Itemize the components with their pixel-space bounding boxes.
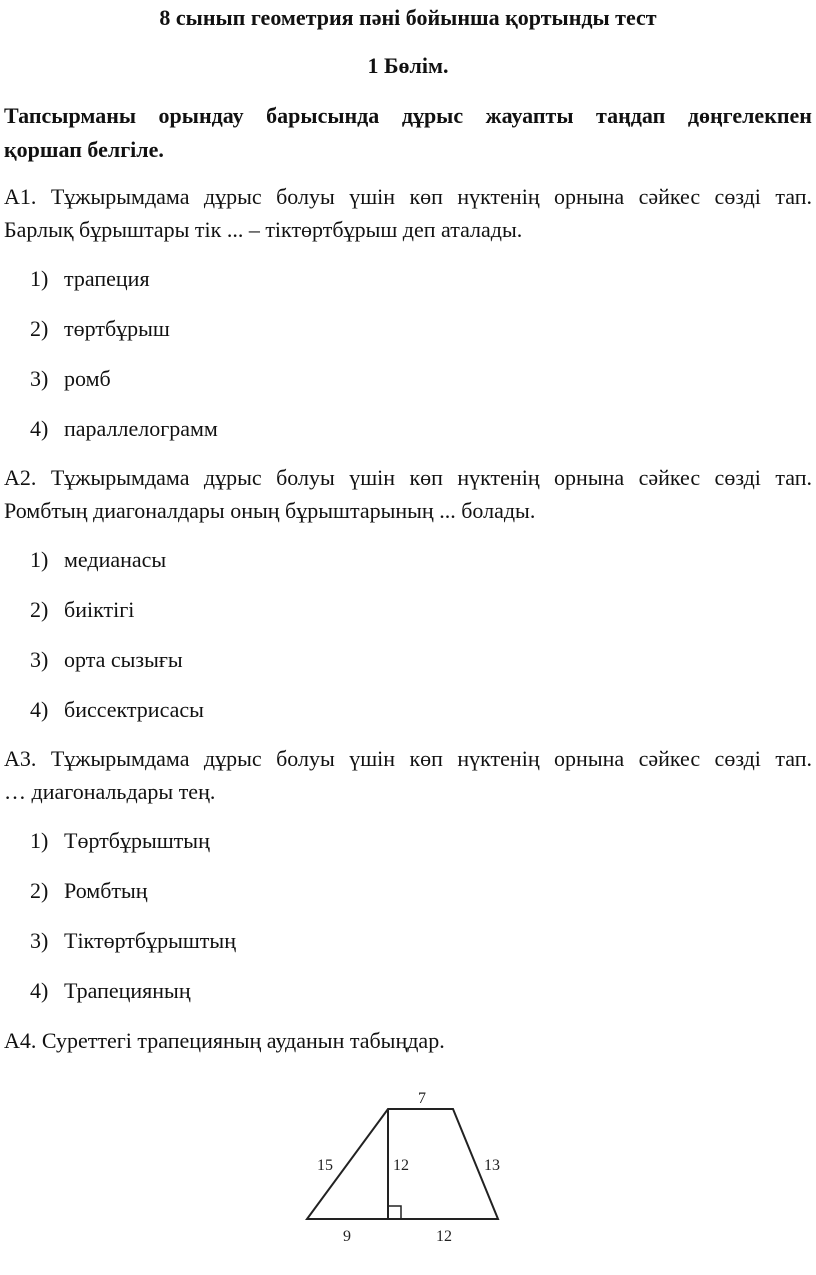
label-right-side: 13	[484, 1157, 500, 1174]
label-height: 12	[393, 1157, 409, 1174]
label-top-base: 7	[418, 1090, 426, 1107]
option-text: орта сызығы	[64, 647, 183, 672]
label-left-side: 15	[317, 1157, 333, 1174]
question-a3-option-4[interactable]	[30, 978, 191, 1004]
option-number: 1)	[30, 547, 49, 572]
option-text: биіктігі	[64, 597, 135, 622]
option-number: 3)	[30, 366, 49, 391]
option-text: ромб	[64, 366, 111, 391]
option-text: параллелограмм	[64, 416, 218, 441]
question-a1-line-2: Барлық бұрыштары тік ... – тіктөртбұрыш деп аталады.	[4, 217, 523, 242]
option-text: төртбұрыш	[64, 316, 170, 341]
question-a2-option-4[interactable]	[30, 697, 204, 723]
option-number: 4)	[30, 416, 49, 441]
question-a3-option-2[interactable]	[30, 878, 148, 904]
option-number: 4)	[30, 697, 49, 722]
option-text: трапеция	[64, 266, 150, 291]
instruction-line-2: қоршап белгіле.	[4, 137, 164, 162]
right-angle-mark	[388, 1206, 401, 1219]
option-text: биссектрисасы	[64, 697, 204, 722]
option-number: 1)	[30, 266, 49, 291]
option-number: 1)	[30, 828, 49, 853]
question-a2-line-1: А2. Тұжырымдама дұрыс болуы үшін көп нүктенің орнына сәйкес сөзді тап.	[4, 465, 812, 490]
question-a3-option-1[interactable]	[30, 828, 210, 854]
option-number: 2)	[30, 878, 49, 903]
option-text: Төртбұрыштың	[64, 828, 210, 853]
question-a1-option-1[interactable]	[30, 266, 150, 292]
question-a4-line-1: А4. Суреттегі трапецияның ауданын табыңдар.	[4, 1028, 445, 1053]
option-text: Трапецияның	[64, 978, 191, 1003]
question-a2-option-1[interactable]	[30, 547, 166, 573]
option-text: Ромбтың	[64, 878, 148, 903]
option-number: 2)	[30, 316, 49, 341]
trapezoid-figure	[290, 1080, 520, 1250]
option-number: 3)	[30, 647, 49, 672]
question-a2-option-2[interactable]	[30, 597, 134, 623]
question-a3-line-2: … диагональдары тең.	[4, 779, 216, 804]
option-text: Тіктөртбұрыштың	[64, 928, 236, 953]
question-a3-line-1: А3. Тұжырымдама дұрыс болуы үшін көп нүктенің орнына сәйкес сөзді тап.	[4, 746, 812, 771]
question-a2-line-2: Ромбтың диагоналдары оның бұрыштарының ... болады.	[4, 498, 536, 523]
section-heading: 1 Бөлім.	[367, 53, 449, 78]
question-a2-option-3[interactable]	[30, 647, 183, 673]
option-number: 2)	[30, 597, 49, 622]
label-bottom-left: 9	[343, 1228, 351, 1245]
option-number: 3)	[30, 928, 49, 953]
option-text: медианасы	[64, 547, 167, 572]
question-a1-option-4[interactable]	[30, 416, 218, 442]
question-a1-option-3[interactable]	[30, 366, 111, 392]
option-number: 4)	[30, 978, 49, 1003]
question-a3-option-3[interactable]	[30, 928, 236, 954]
instruction-line-1: Тапсырманы орындау барысында дұрыс жауапты таңдап дөңгелекпен	[4, 103, 812, 128]
document-title: 8 сынып геометрия пәні бойынша қортынды тест	[159, 5, 657, 30]
question-a1-line-1: А1. Тұжырымдама дұрыс болуы үшін көп нүктенің орнына сәйкес сөзді тап.	[4, 184, 812, 209]
question-a1-option-2[interactable]	[30, 316, 170, 342]
label-bottom-right: 12	[436, 1228, 452, 1245]
